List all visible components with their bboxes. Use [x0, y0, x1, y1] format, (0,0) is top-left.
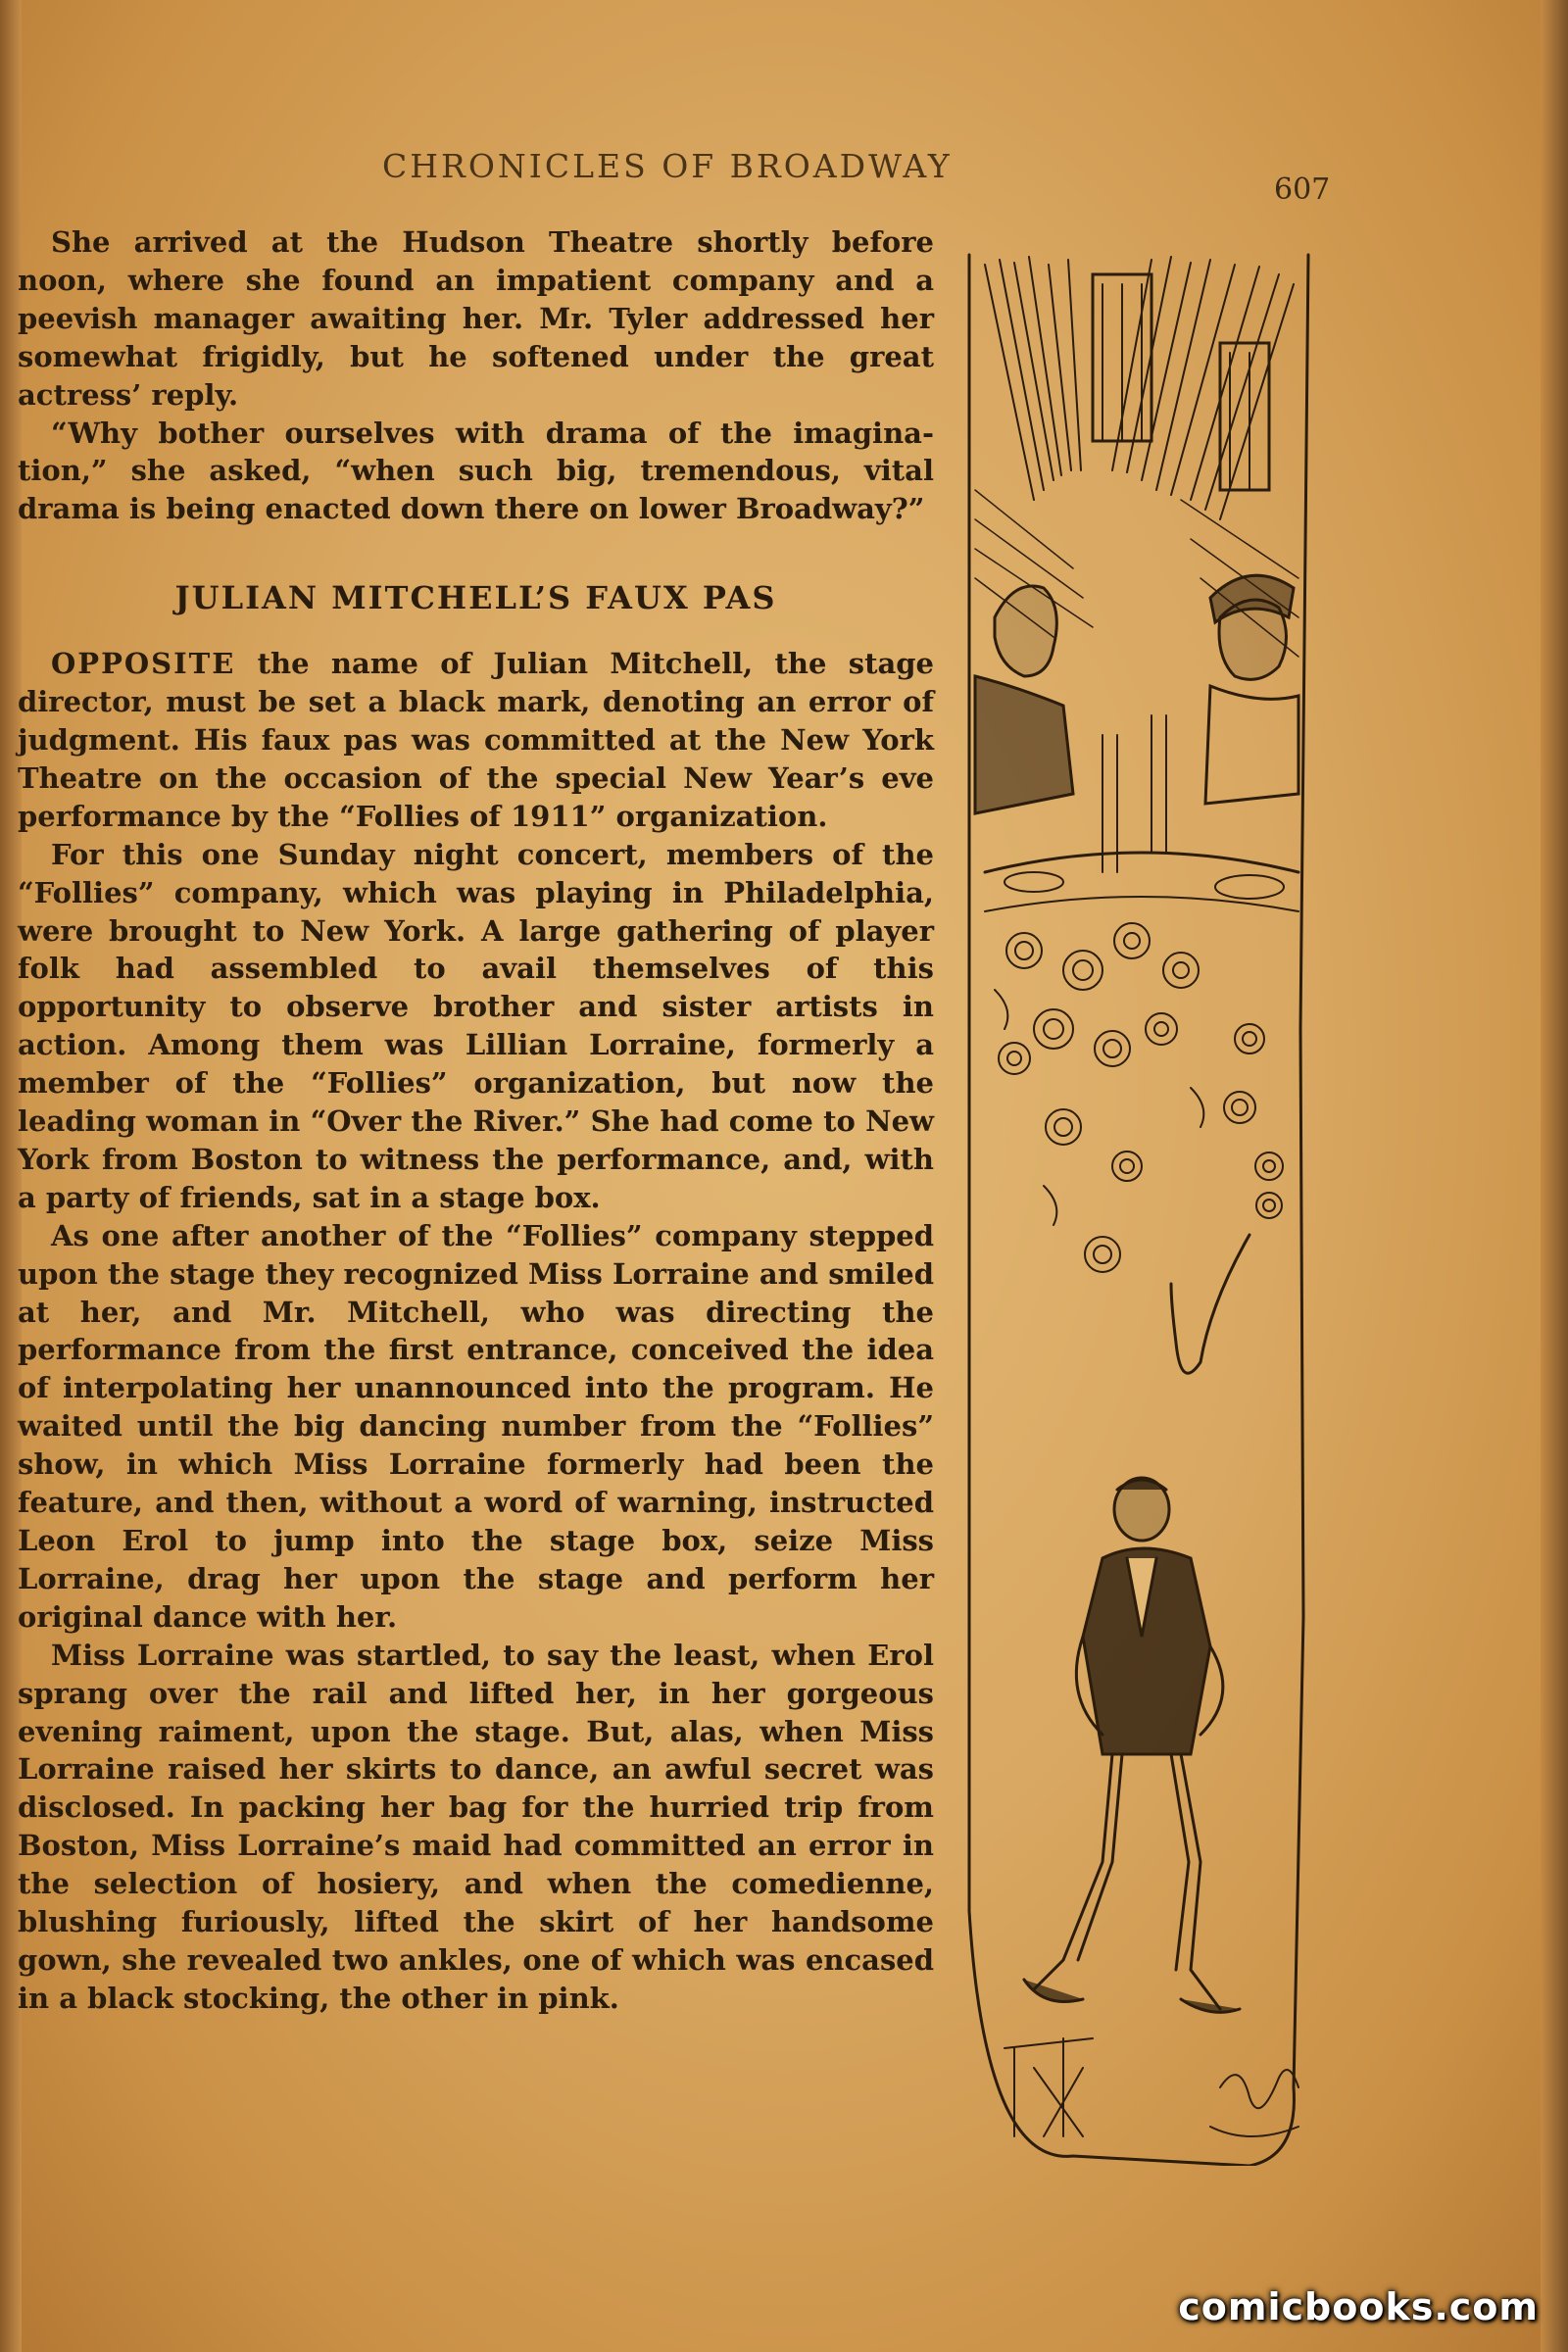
paragraph — [18, 645, 934, 836]
lead-word: OPPOSITE — [51, 647, 236, 681]
page-edge — [1541, 0, 1568, 2352]
page-number: 607 — [1274, 172, 1331, 207]
paragraph: Miss Lorraine was startled, to say the least, when Erol sprang over the rail and lifted her, in her gorgeous evening raiment, upon the stage. But, alas, when Miss Lorraine raised her skirts to dance, an awful secret was disclosed. In packing her bag for the hurried trip from Boston, Miss Lorraine’s maid had committed an error in the selection of hosiery, and when the comedienne, blushing furiously, lifted the skirt of her handsome gown, she revealed two ankles, one of which was encased in a black stocking, the other in pink. — [18, 1638, 934, 2015]
section-heading: JULIAN MITCHELL’S FAUX PAS — [174, 579, 777, 617]
paragraph: “Why bother ourselves with drama of the imagination,” she asked, “when such big, tremendous, vital drama is being enacted down there on lower Broadway?” — [18, 416, 934, 526]
paragraph: She arrived at the Hudson Theatre shortly before noon, where she found an impatient company and a peevish manager awaiting her. Mr. Tyler addressed her somewhat frigidly, but he softened under the great actress’ reply. — [18, 225, 934, 412]
paragraph: As one after another of the “Follies” company stepped upon the stage they recognized Miss Lorraine and smiled at her, and Mr. Mitchell, who was directing the performance from the first entrance, conceived the idea of interpolating her unannounced into the program. He waited until the big dancing number from the “Follies” show, in which Miss Lorraine formerly had been the feature, and then, without a word of warning, instructed Leon Erol to jump into the stage box, seize Miss Lorraine, drag her upon the stage and perform her original dance with her. — [18, 1218, 934, 1634]
article-text-column — [18, 223, 934, 2018]
paragraph-text: the name of Julian Mitchell, the stage director, must be set a black mark, denoting an error of judgment. His faux pas was committed at the New York Theatre on the occasion of the special New Year’s eve performance by the “Follies of 1911” organization. — [18, 647, 934, 833]
pen-illustration — [956, 245, 1328, 2166]
paragraph: For this one Sunday night concert, members of the “Follies” company, which was playing in Philadelphia, were brought to New York. A large gathering of player folk had assembled to avail themselves of this opportunity to observe brother and sister artists in action. Among them was Lillian Lorraine, formerly a member of the “Follies” organization, but now the leading woman in “Over the River.” She had come to New York from Boston to witness the performance, and, with a party of friends, sat in a stage box. — [18, 837, 934, 1214]
watermark: comicbooks.com — [1178, 2285, 1539, 2328]
running-head: CHRONICLES OF BROADWAY — [382, 147, 953, 185]
